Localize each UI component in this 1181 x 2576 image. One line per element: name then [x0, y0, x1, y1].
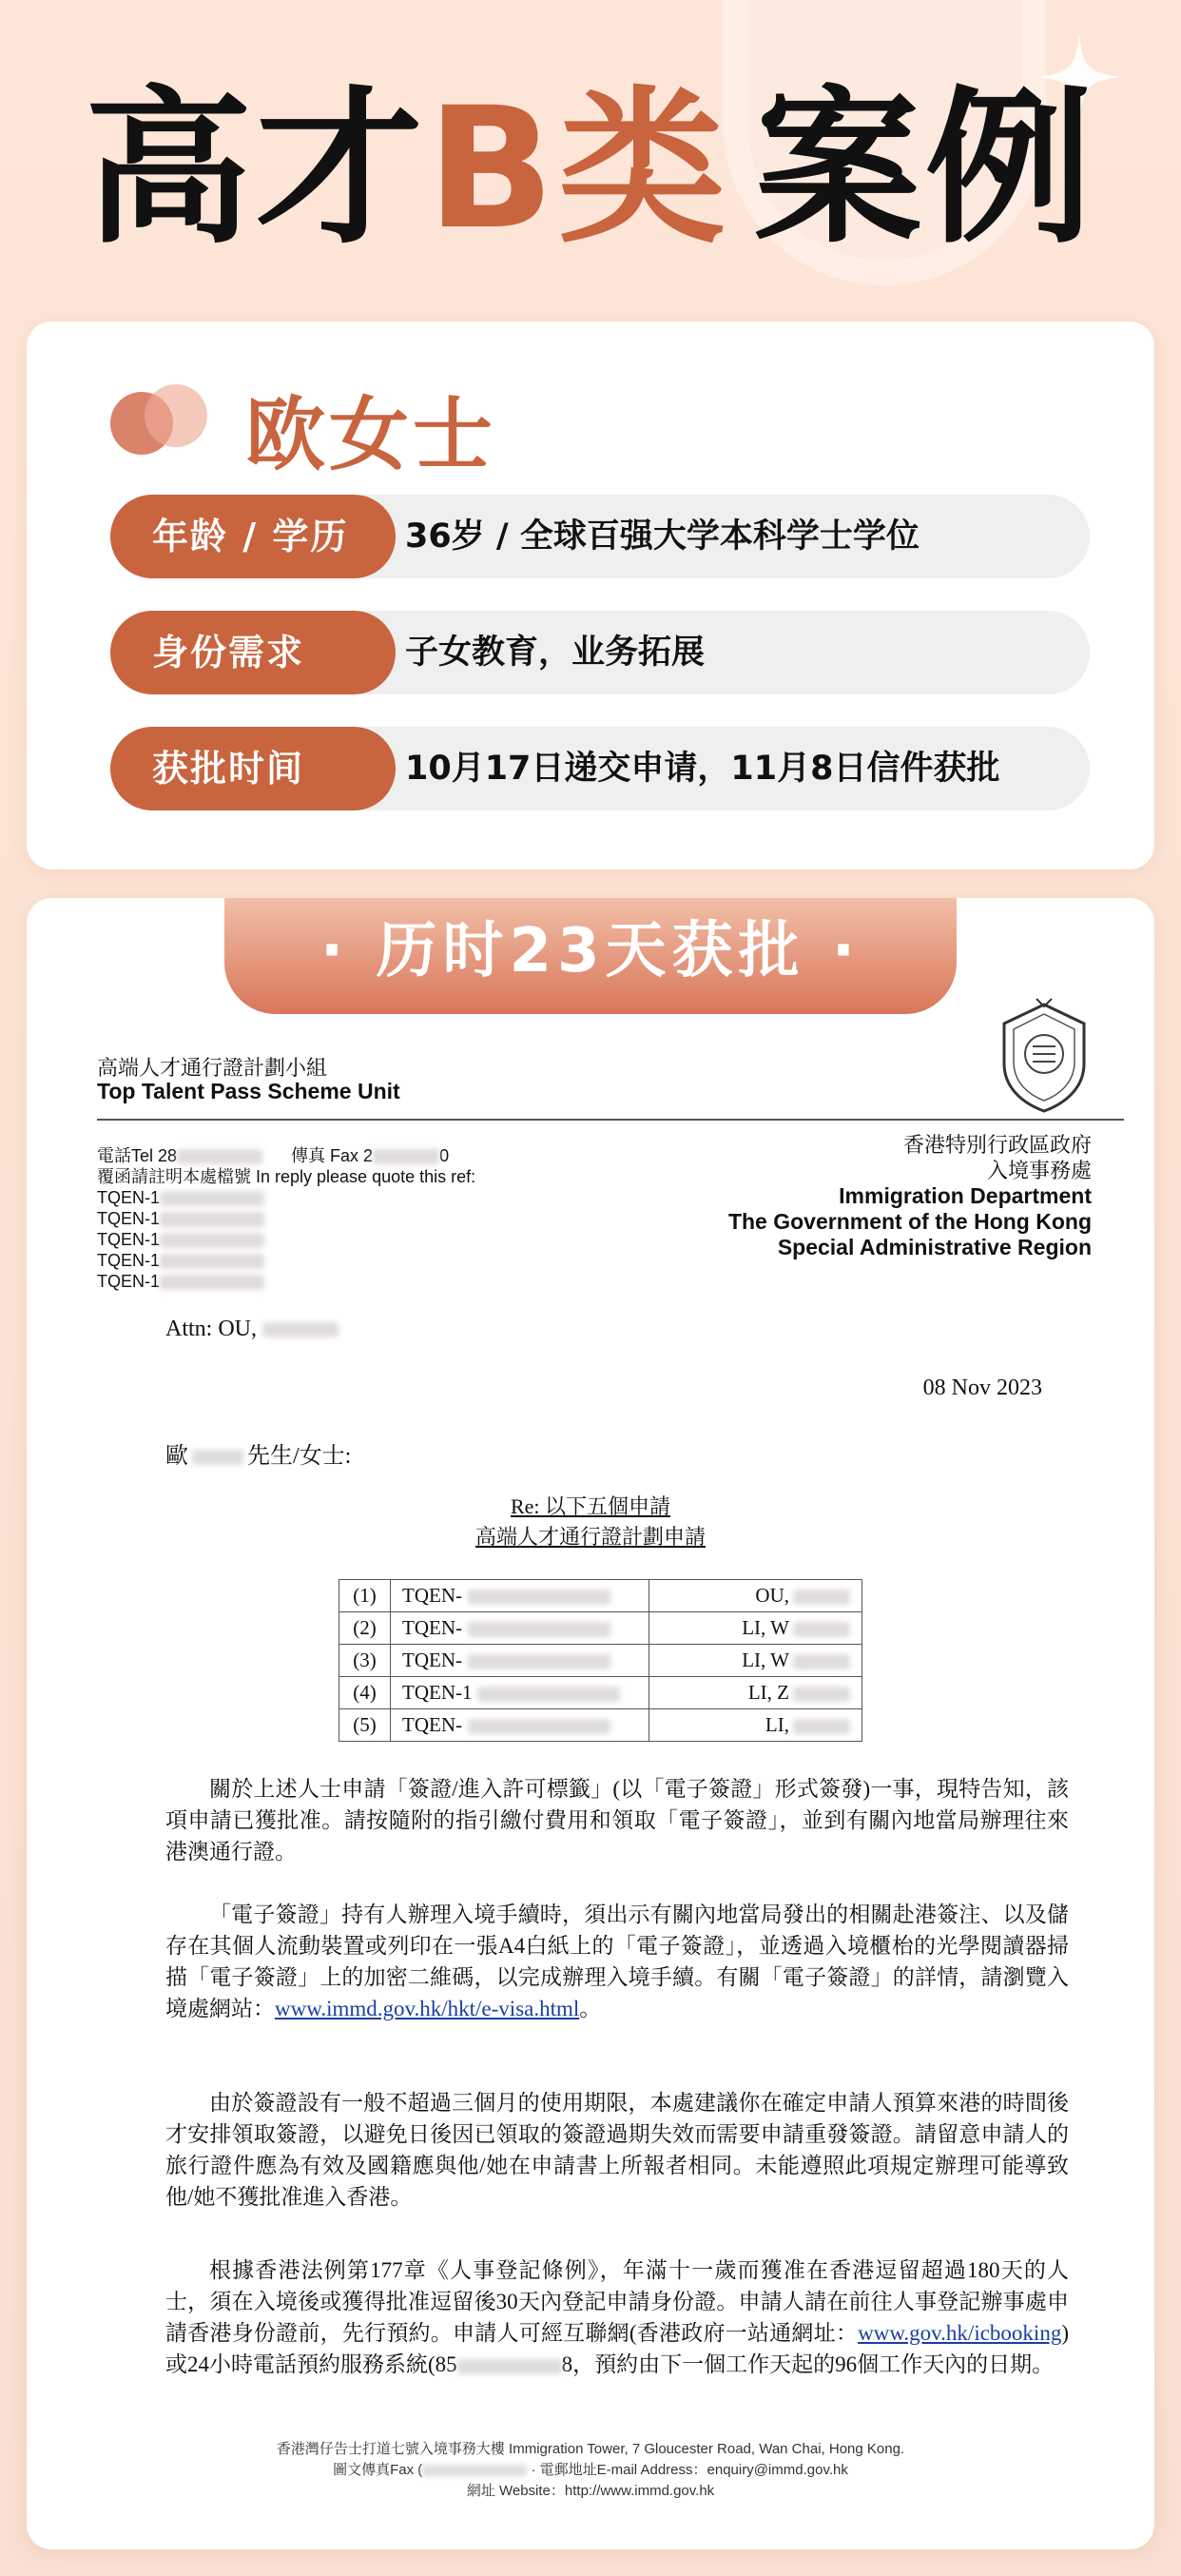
- attn-text: Attn: OU,: [165, 1317, 257, 1341]
- table-cell: (4): [339, 1677, 391, 1709]
- headline-part-1: 高才: [84, 71, 427, 266]
- government-header: [728, 1132, 1092, 1260]
- profile-card: [27, 322, 1154, 869]
- redacted: [457, 2359, 562, 2374]
- salutation-suffix: 先生/女士:: [247, 1444, 352, 1469]
- case-number: TQEN-: [402, 1584, 462, 1607]
- table-row: [339, 1612, 862, 1645]
- letter-date: 08 Nov 2023: [922, 1376, 1042, 1400]
- profile-row-age: [110, 495, 1090, 578]
- profile-value: 36岁 / 全球百强大学本科学士学位: [339, 495, 1090, 578]
- redacted: [468, 1654, 610, 1669]
- profile-label: 获批时间: [110, 727, 396, 810]
- redacted: [793, 1719, 850, 1734]
- table-cell: (3): [339, 1645, 391, 1677]
- redacted: [160, 1275, 264, 1290]
- redacted: [793, 1687, 850, 1702]
- approval-letter-card: [27, 898, 1154, 2549]
- decorative-dots: [110, 384, 215, 457]
- paragraph-text: 「電子簽證」持有人辦理入境手續時，須出示有關內地當局發出的相關赴港簽注、以及儲存在其個人流動裝置或列印在一張A4白紙上的「電子簽證」，並透過入境櫃枱的光學閱讀器掃描「電子簽證」上的加密二維碼，以完成辦理入境手續。有關「電子簽證」的詳情，請瀏覽入境處網站：: [165, 1903, 1069, 2020]
- gov-line: 香港特別行政區政府: [902, 1133, 1092, 1157]
- paragraph-registration: [165, 2254, 1069, 2380]
- header-divider: [97, 1119, 1124, 1121]
- client-name: 欧女士: [245, 388, 497, 481]
- approval-letter: [27, 898, 1154, 2549]
- table-row: [339, 1677, 862, 1709]
- tel-label: 電話Tel 28: [97, 1146, 178, 1165]
- ref-prefix: TQEN-1: [97, 1272, 161, 1291]
- footer-website: 網址 Website：http://www.immd.gov.hk: [466, 2483, 715, 2499]
- table-cell: (2): [339, 1612, 391, 1645]
- redacted: [468, 1719, 610, 1734]
- ref-line: [97, 1271, 475, 1292]
- gov-line: 入境事務處: [986, 1159, 1092, 1182]
- table-cell: [391, 1580, 649, 1612]
- applicant-name: LI, Z: [747, 1681, 789, 1704]
- case-number: TQEN-: [402, 1616, 462, 1639]
- table-cell: (1): [339, 1580, 391, 1612]
- redacted: [793, 1590, 850, 1605]
- table-row: [339, 1580, 862, 1612]
- salutation-prefix: 歐: [165, 1444, 188, 1469]
- redacted: [793, 1622, 850, 1637]
- applicant-name: LI, W: [742, 1616, 789, 1639]
- redacted: [373, 1149, 439, 1164]
- subject-line-1: Re: 以下五個申請: [510, 1494, 671, 1518]
- ref-prefix: TQEN-1: [97, 1209, 161, 1228]
- footer-contact: 圖文傳真Fax ( · 電郵地址E-mail Address：enquiry@immd.gov.hk: [333, 2462, 848, 2478]
- table-cell: [391, 1709, 649, 1742]
- table-row: [339, 1645, 862, 1677]
- gov-line: The Government of the Hong Kong: [727, 1209, 1092, 1234]
- applications-table: [339, 1579, 862, 1742]
- profile-row-approval: [110, 727, 1090, 810]
- ref-prefix: TQEN-1: [97, 1230, 161, 1249]
- paragraph-text: 。: [579, 1997, 602, 2020]
- redacted: [477, 1687, 620, 1702]
- redacted: [793, 1654, 850, 1669]
- icbooking-link[interactable]: www.gov.hk/icbooking: [858, 2321, 1062, 2345]
- paragraph-text: 根據香港法例第177章《人事登記條例》，年滿十一歲而獲准在香港逗留超過180天的人士，須在入境後或獲得批准逗留後30天內登記申請身份證。申請人請在前往人事登記辦事處申請香港身份證前，先行預約。申請人可經互聯網(香港政府一站通網址：: [165, 2258, 1069, 2345]
- redacted: [468, 1622, 610, 1637]
- applicant-name: LI, W: [742, 1649, 789, 1671]
- subject-line-2: 高端人才通行證計劃申請: [474, 1525, 706, 1549]
- dot: [145, 384, 207, 447]
- table-cell: [649, 1645, 862, 1677]
- ref-prefix: TQEN-1: [97, 1251, 161, 1270]
- footer-email: 電郵地址E-mail Address：enquiry@immd.gov.hk: [539, 2462, 848, 2478]
- case-number: TQEN-1: [402, 1681, 473, 1704]
- profile-value: 子女教育，业务拓展: [339, 611, 1090, 694]
- table-cell: [649, 1709, 862, 1742]
- redacted: [177, 1149, 262, 1164]
- table-cell: (5): [339, 1709, 391, 1742]
- applicant-name: OU,: [755, 1584, 789, 1607]
- redacted: [160, 1212, 264, 1227]
- fax-label: 傳真 Fax 2: [291, 1146, 374, 1165]
- gov-line: Immigration Department: [839, 1183, 1092, 1208]
- redacted: [160, 1254, 264, 1269]
- footer-fax: 圖文傳真Fax (: [333, 2462, 423, 2478]
- profile-row-need: [110, 611, 1090, 694]
- gov-line: Special Administrative Region: [777, 1235, 1092, 1259]
- redacted: [160, 1233, 264, 1248]
- redacted: [468, 1590, 610, 1605]
- paragraph-text: 8，預約由下一個工作天起的96個工作天內的日期。: [561, 2352, 1055, 2376]
- unit-name-zh: 高端人才通行證計劃小組: [97, 1056, 328, 1080]
- paragraph-validity: 由於簽證設有一般不超過三個月的使用期限，本處建議你在確定申請人預算來港的時間後才安排領取簽證，以避免日後因已領取的簽證過期失效而需要申請重發簽證。請留意申請人的旅行證件應為有效及國籍應與他/她在申請書上所報者相同。未能遵照此項規定辦理可能導致他/她不獲批准進入香港。: [165, 2091, 1069, 2209]
- table-cell: [649, 1580, 862, 1612]
- table-cell: [649, 1677, 862, 1709]
- salutation: [165, 1436, 351, 1470]
- table-cell: [649, 1612, 862, 1645]
- table-cell: [391, 1677, 649, 1709]
- applicant-name: LI,: [765, 1713, 789, 1736]
- reply-label: 覆函請註明本處檔號 In reply please quote this ref:: [97, 1167, 476, 1186]
- paragraph-e-visa: [165, 1899, 1069, 2024]
- paragraph-approval: 關於上述人士申請「簽證/進入許可標籤」(以「電子簽證」形式簽發)一事，現特告知，該項申請已獲批准。請按隨附的指引繳付費用和領取「電子簽證」，並到有關內地當局辦理往來港澳通行證。: [165, 1777, 1069, 1864]
- headline-part-3: 案例: [754, 71, 1097, 266]
- immd-e-visa-link[interactable]: www.immd.gov.hk/hkt/e-visa.html: [275, 1997, 580, 2020]
- unit-name-en: Top Talent Pass Scheme Unit: [97, 1079, 400, 1103]
- table-cell: [391, 1612, 649, 1645]
- paragraph-text: )或24小時電話預約服務系統(85: [165, 2321, 1069, 2376]
- contact-line: [97, 1145, 475, 1166]
- fax-tail: 0: [439, 1146, 450, 1165]
- reference-block: [97, 1145, 475, 1292]
- page-headline: [0, 71, 1181, 266]
- headline-part-2: B类: [426, 71, 730, 266]
- ref-line: [97, 1187, 475, 1208]
- letter-footer: [27, 2439, 1154, 2502]
- immigration-emblem-icon: [989, 997, 1099, 1117]
- approval-duration-banner: · 历时23天获批 ·: [224, 898, 957, 1014]
- profile-value: 10月17日递交申请，11月8日信件获批: [339, 727, 1090, 810]
- profile-label: 身份需求: [110, 611, 396, 694]
- table-row: [339, 1709, 862, 1742]
- attention-line: [165, 1317, 339, 1342]
- redacted: [160, 1191, 264, 1206]
- ref-line: [97, 1208, 475, 1229]
- redacted: [192, 1450, 243, 1465]
- redacted: [262, 1322, 339, 1337]
- ref-line: [97, 1229, 475, 1250]
- ref-prefix: TQEN-1: [97, 1188, 161, 1207]
- case-number: TQEN-: [402, 1713, 462, 1736]
- footer-address: 香港灣仔告士打道七號入境事務大樓 Immigration Tower, 7 Gloucester Road, Wan Chai, Hong Kong.: [276, 2441, 905, 2457]
- ref-line: [97, 1250, 475, 1271]
- profile-label: 年龄 / 学历: [110, 495, 396, 578]
- subject-line: [27, 1492, 1154, 1552]
- case-number: TQEN-: [402, 1649, 462, 1671]
- table-cell: [391, 1645, 649, 1677]
- redacted: [422, 2465, 527, 2476]
